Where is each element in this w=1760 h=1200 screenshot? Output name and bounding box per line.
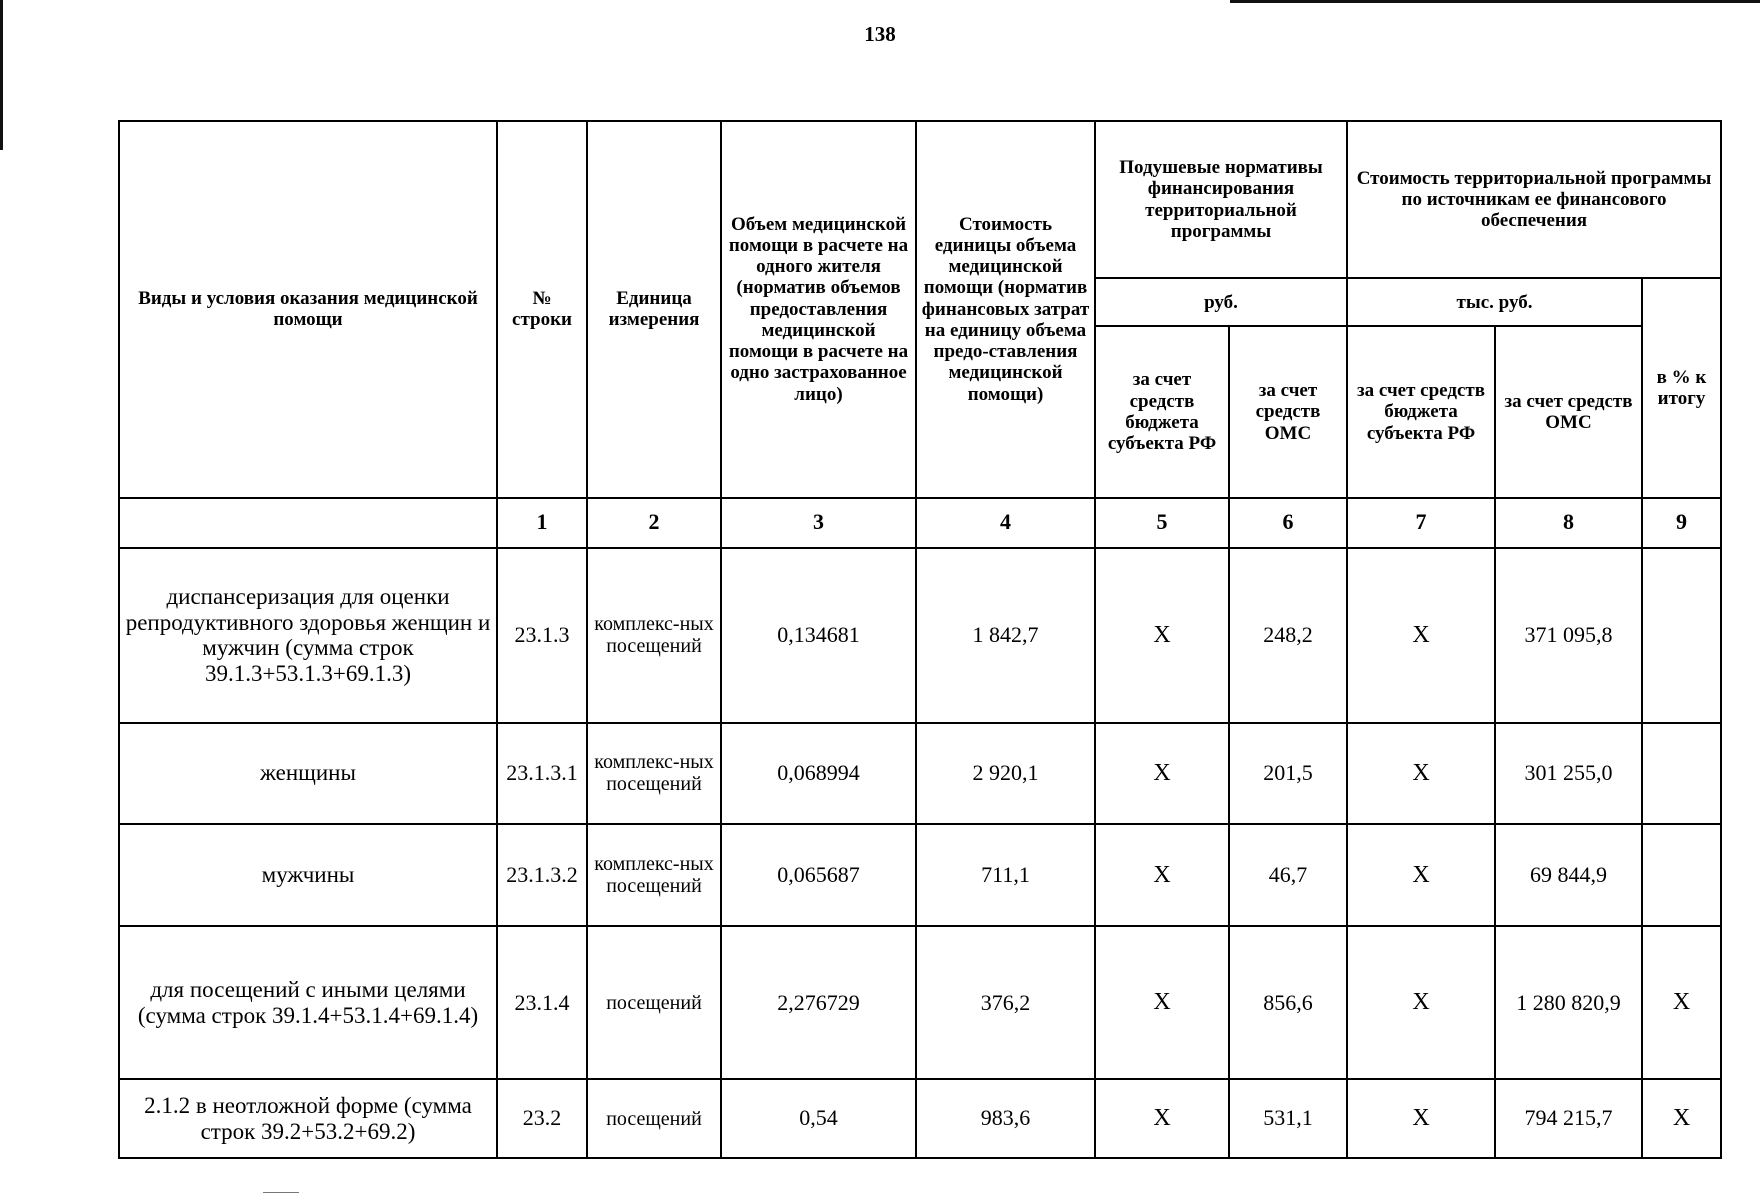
row-unit-cost: 2 920,1 — [916, 723, 1095, 824]
column-number: 8 — [1495, 498, 1642, 548]
scan-edge-top — [1230, 0, 1760, 3]
column-number: 7 — [1347, 498, 1495, 548]
row-percent: X — [1642, 926, 1721, 1079]
row-percent: X — [1642, 1079, 1721, 1158]
row-name: 2.1.2 в неотложной форме (сумма строк 39.2+53.2+69.2) — [119, 1079, 497, 1158]
header-oms: за счет средств ОМС — [1229, 326, 1347, 497]
scan-artifact-line — [263, 1192, 299, 1193]
row-number: 23.2 — [497, 1079, 587, 1158]
row-budget-total: X — [1347, 548, 1495, 723]
row-volume: 0,134681 — [721, 548, 916, 723]
header-unit: Единица измерения — [587, 121, 721, 498]
column-number-row — [119, 498, 1721, 548]
column-number: 5 — [1095, 498, 1229, 548]
row-volume: 0,068994 — [721, 723, 916, 824]
row-number: 23.1.3.2 — [497, 824, 587, 927]
row-unit: посещений — [587, 926, 721, 1079]
page-number: 138 — [864, 22, 896, 46]
row-budget: X — [1095, 548, 1229, 723]
row-unit: комплекс-ных посещений — [587, 548, 721, 723]
row-number: 23.1.3 — [497, 548, 587, 723]
header-row-no: № строки — [497, 121, 587, 498]
row-budget: X — [1095, 723, 1229, 824]
row-unit: посещений — [587, 1079, 721, 1158]
row-volume: 2,276729 — [721, 926, 916, 1079]
row-oms-total: 371 095,8 — [1495, 548, 1642, 723]
row-budget: X — [1095, 1079, 1229, 1158]
row-volume: 0,54 — [721, 1079, 916, 1158]
row-budget-total: X — [1347, 723, 1495, 824]
row-oms-total: 794 215,7 — [1495, 1079, 1642, 1158]
row-oms: 248,2 — [1229, 548, 1347, 723]
row-budget-total: X — [1347, 1079, 1495, 1158]
row-unit-cost: 711,1 — [916, 824, 1095, 927]
row-unit: комплекс-ных посещений — [587, 723, 721, 824]
row-oms: 531,1 — [1229, 1079, 1347, 1158]
row-budget: X — [1095, 926, 1229, 1079]
header-percent: в % к итогу — [1642, 278, 1721, 497]
header-budget-rf-total: за счет средств бюджета субъекта РФ — [1347, 326, 1495, 497]
row-oms: 201,5 — [1229, 723, 1347, 824]
row-budget: X — [1095, 824, 1229, 927]
row-oms-total: 301 255,0 — [1495, 723, 1642, 824]
header-rub: руб. — [1095, 278, 1347, 326]
column-number: 3 — [721, 498, 916, 548]
row-percent — [1642, 723, 1721, 824]
header-oms-total: за счет средств ОМС — [1495, 326, 1642, 497]
row-unit: комплекс-ных посещений — [587, 824, 721, 927]
row-oms-total: 69 844,9 — [1495, 824, 1642, 927]
header-unit-cost: Стоимость единицы объема медицинской помощи (норматив финансовых затрат на единицу объема предо-ставления медицинской помощи) — [916, 121, 1095, 498]
row-unit-cost: 1 842,7 — [916, 548, 1095, 723]
column-number: 2 — [587, 498, 721, 548]
header-kind: Виды и условия оказания медицинской помощи — [119, 121, 497, 498]
row-oms-total: 1 280 820,9 — [1495, 926, 1642, 1079]
column-number: 6 — [1229, 498, 1347, 548]
row-budget-total: X — [1347, 926, 1495, 1079]
header-program-cost: Стоимость территориальной программы по источникам ее финансового обеспечения — [1347, 121, 1721, 278]
row-oms: 856,6 — [1229, 926, 1347, 1079]
row-budget-total: X — [1347, 824, 1495, 927]
program-cost-table — [118, 120, 1722, 1159]
row-name: диспансеризация для оценки репродуктивного здоровья женщин и мужчин (сумма строк 39.1.3+53.1.3+69.1.3) — [119, 548, 497, 723]
table-row — [119, 1079, 1721, 1158]
table-row — [119, 926, 1721, 1079]
row-volume: 0,065687 — [721, 824, 916, 927]
row-name: мужчины — [119, 824, 497, 927]
row-oms: 46,7 — [1229, 824, 1347, 927]
column-number: 4 — [916, 498, 1095, 548]
row-number: 23.1.4 — [497, 926, 587, 1079]
column-number: 9 — [1642, 498, 1721, 548]
header-per-capita: Подушевые нормативы финансирования территориальной программы — [1095, 121, 1347, 278]
column-number: 1 — [497, 498, 587, 548]
row-number: 23.1.3.1 — [497, 723, 587, 824]
header-volume: Объем медицинской помощи в расчете на одного жителя (норматив объемов предоставления медицинской помощи в расчете на одно застрахованное лицо) — [721, 121, 916, 498]
row-percent — [1642, 548, 1721, 723]
header-thousand-rub: тыс. руб. — [1347, 278, 1642, 326]
row-name: женщины — [119, 723, 497, 824]
row-unit-cost: 376,2 — [916, 926, 1095, 1079]
table-row — [119, 548, 1721, 723]
table-row — [119, 723, 1721, 824]
row-percent — [1642, 824, 1721, 927]
column-number-blank — [119, 498, 497, 548]
header-budget-rf: за счет средств бюджета субъекта РФ — [1095, 326, 1229, 497]
table-row — [119, 824, 1721, 927]
row-unit-cost: 983,6 — [916, 1079, 1095, 1158]
row-name: для посещений с иными целями (сумма строк 39.1.4+53.1.4+69.1.4) — [119, 926, 497, 1079]
